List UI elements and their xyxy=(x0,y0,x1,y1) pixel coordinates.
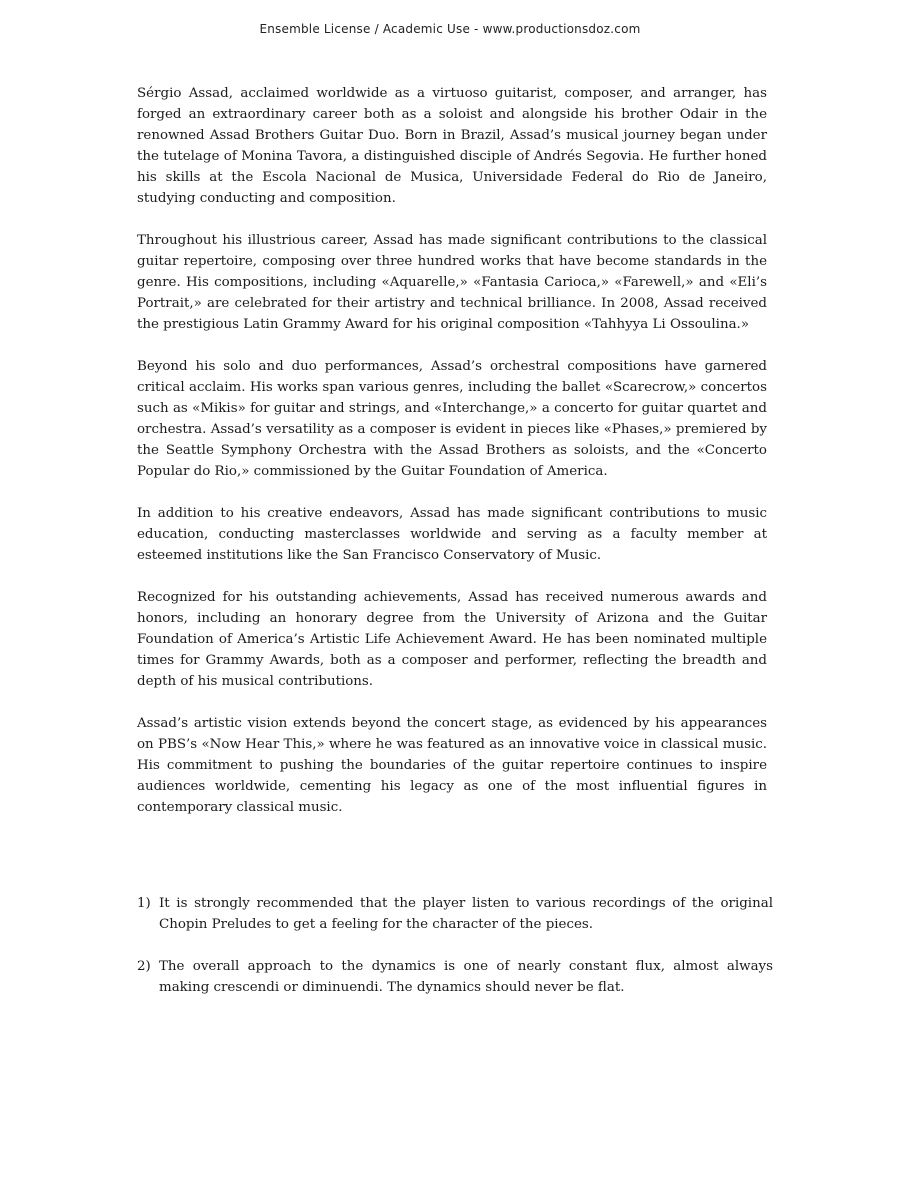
note-number: 2) xyxy=(137,959,151,974)
performance-notes-list xyxy=(137,893,773,1019)
note-number: 1) xyxy=(137,896,151,911)
note-text: The overall approach to the dynamics is one of nearly constant flux, almost always making crescendi or diminuendi. The dynamics should never be flat. xyxy=(159,959,773,995)
performance-note-item xyxy=(137,893,773,935)
biography-section xyxy=(137,83,767,839)
note-text: It is strongly recommended that the player listen to various recordings of the original Chopin Preludes to get a feeling for the character of the pieces. xyxy=(159,896,773,932)
license-header: Ensemble License / Academic Use - www.productionsdoz.com xyxy=(259,22,641,36)
bio-paragraph-orchestral: Beyond his solo and duo performances, Assad’s orchestral compositions have garnered critical acclaim. His works span various genres, including the ballet «Scarecrow,» concertos such as «Mikis» for guitar and strings, and «Interchange,» a concerto for guitar quartet and orchestra. Assad’s versatility as a composer is evident in pieces like «Phases,» premiered by the Seattle Symphony Orchestra with the Assad Brothers as soloists, and the «Concerto Popular do Rio,» commissioned by the Guitar Foundation of America. xyxy=(137,359,767,479)
bio-paragraph-legacy: Assad’s artistic vision extends beyond the concert stage, as evidenced by his appearances on PBS’s «Now Hear This,» where he was featured as an innovative voice in classical music. His commitment to pushing the boundaries of the guitar repertoire continues to inspire audiences worldwide, cementing his legacy as one of the most influential figures in contemporary classical music. xyxy=(137,716,767,815)
bio-paragraph-education: In addition to his creative endeavors, Assad has made significant contributions to music education, conducting masterclasses worldwide and serving as a faculty member at esteemed institutions like the San Francisco Conservatory of Music. xyxy=(137,506,767,563)
bio-paragraph-repertoire: Throughout his illustrious career, Assad has made significant contributions to the classical guitar repertoire, composing over three hundred works that have become standards in the genre. His compositions, including «Aquarelle,» «Fantasia Carioca,» «Farewell,» and «Eli’s Portrait,» are celebrated for their artistry and technical brilliance. In 2008, Assad received the prestigious Latin Grammy Award for his original composition «Tahhyya Li Ossoulina.» xyxy=(137,233,767,332)
bio-paragraph-training: Sérgio Assad, acclaimed worldwide as a virtuoso guitarist, composer, and arranger, has forged an extraordinary career both as a soloist and alongside his brother Odair in the renowned Assad Brothers Guitar Duo. Born in Brazil, Assad’s musical journey began under the tutelage of Monina Tavora, a distinguished disciple of Andrés Segovia. He further honed his skills at the Escola Nacional de Musica, Universidade Federal do Rio de Janeiro, studying conducting and composition. xyxy=(137,86,767,206)
performance-note-item xyxy=(137,956,773,998)
bio-paragraph-awards: Recognized for his outstanding achievements, Assad has received numerous awards and honors, including an honorary degree from the University of Arizona and the Guitar Foundation of America’s Artistic Life Achievement Award. He has been nominated multiple times for Grammy Awards, both as a composer and performer, reflecting the breadth and depth of his musical contributions. xyxy=(137,590,767,689)
